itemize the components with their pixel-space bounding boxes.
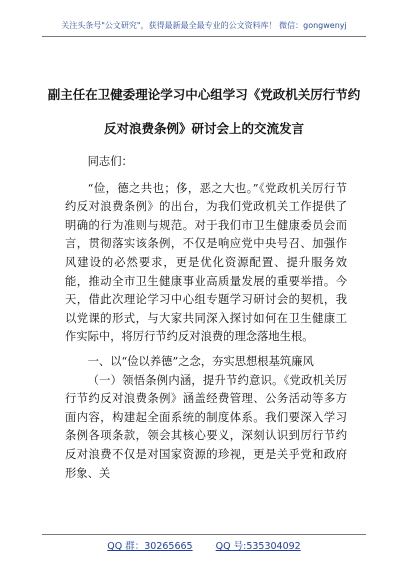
header-divider	[42, 36, 366, 37]
header-promo-note: 关注头条号"公文研究"，获得最新最全最专业的公文资料库！ 微信：gongwenyj	[61, 21, 347, 30]
footer-qq-number-link[interactable]: QQ 号:535304092	[215, 541, 301, 552]
section-heading-1: 一、以“俭以养德”之念，夯实思想根基筑廉风	[87, 354, 314, 368]
footer-qq-group-link[interactable]: QQ 群：30265665	[107, 541, 193, 552]
document-body	[65, 153, 347, 483]
greeting: 同志们：	[87, 155, 133, 168]
footer-contact	[0, 538, 408, 552]
subsection-paragraph-1: （一）领悟条例内涵，提升节约意识。《党政机关厉行节约反对浪费条例》涵盖经费管理、公务活动等多方面内容，构建起全面系统的制度体系。我们要深入学习条例各项条款，领会其核心要义，深刻认识到厉行节约反对浪费不仅是对国家资源的珍视，更是关乎党和政府形象、关	[65, 373, 347, 480]
body-paragraph-intro: “俭，德之共也；侈，恶之大也。”《党政机关厉行节约反对浪费条例》的出台，为我们党政机关工作提供了明确的行为准则与规范。对于我们市卫生健康委员会而言，贯彻落实该条例，不仅是响应党中央号召、加强作风建设的必然要求，更是优化资源配置、提升服务效能，推动全市卫生健康事业高质量发展的重要举措。今天，借此次理论学习中心组专题学习研讨会的契机，我以党课的形式，与大家共同深入探讨如何在卫生健康工作实际中，将厉行节约反对浪费的理念落地生根。	[65, 181, 347, 344]
footer-divider	[42, 534, 366, 535]
document-title-line-2: 反对浪费条例》研讨会上的交流发言	[103, 121, 304, 136]
document-title-line-1: 副主任在卫健委理论学习中心组学习《党政机关厉行节约	[47, 87, 361, 102]
